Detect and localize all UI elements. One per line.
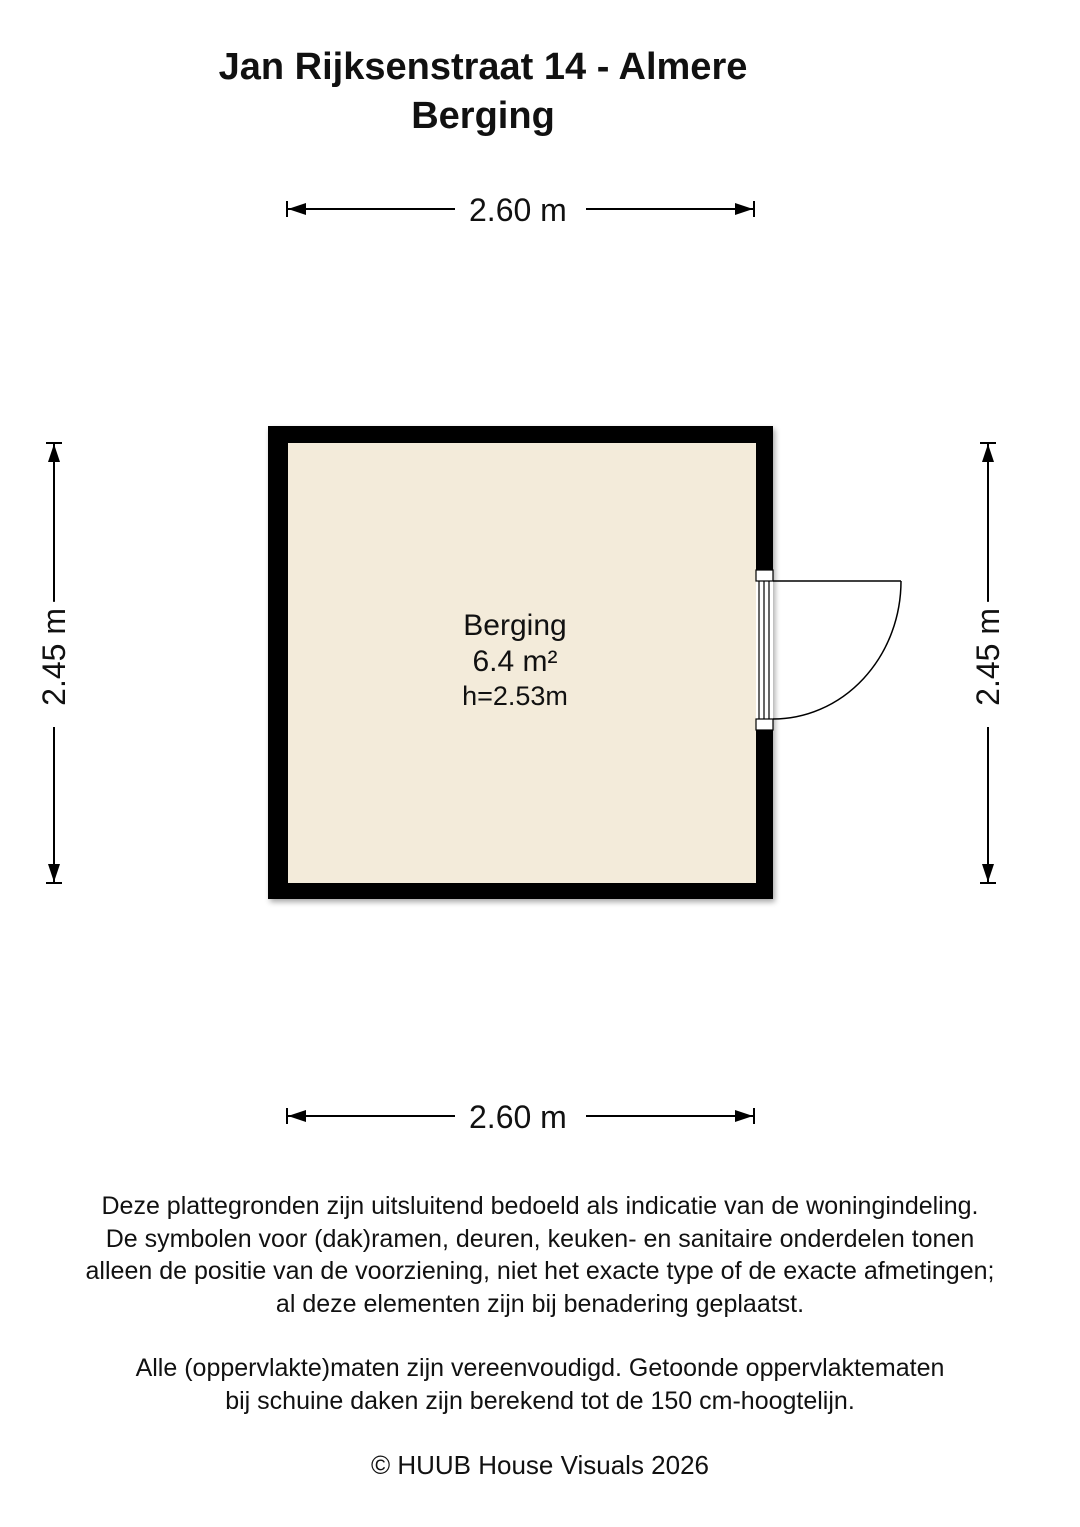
disclaimer-line: Alle (oppervlakte)maten zijn vereenvoudigd. Getoonde oppervlaktematen <box>135 1354 945 1382</box>
disclaimer-line: al deze elementen zijn bij benadering geplaatst. <box>275 1289 805 1318</box>
disclaimer-line: bij schuine daken zijn berekend tot de 150 cm-hoogtelijn. <box>225 1386 855 1415</box>
disclaimer-paragraph-1 <box>0 1190 1080 1320</box>
room-name: Berging <box>463 609 567 642</box>
copyright: © HUUB House Visuals 2026 <box>370 1450 710 1480</box>
floor-title: Berging <box>411 95 555 137</box>
dimension-top-label: 2.60 m <box>461 192 575 228</box>
dimension-right-label: 2.45 m <box>970 602 1006 712</box>
door <box>756 570 901 730</box>
dimension-left-label: 2.45 m <box>36 602 72 712</box>
disclaimer-line: alleen de positie van de voorziening, niet het exacte type of de exacte afmetingen; <box>85 1257 995 1285</box>
dimension-bottom-label: 2.60 m <box>461 1099 575 1135</box>
disclaimer-line: De symbolen voor (dak)ramen, deuren, keuken- en sanitaire onderdelen tonen <box>105 1224 975 1253</box>
door-swing-arc <box>773 581 901 719</box>
disclaimer-paragraph-2 <box>0 1352 1080 1417</box>
room-height: h=2.53m <box>462 681 568 711</box>
disclaimer-line: Deze plattegronden zijn uitsluitend bedoeld als indicatie van de woningindeling. <box>101 1192 979 1220</box>
address-title: Jan Rijksenstraat 14 - Almere <box>218 46 748 88</box>
room-area: 6.4 m² <box>472 645 558 678</box>
